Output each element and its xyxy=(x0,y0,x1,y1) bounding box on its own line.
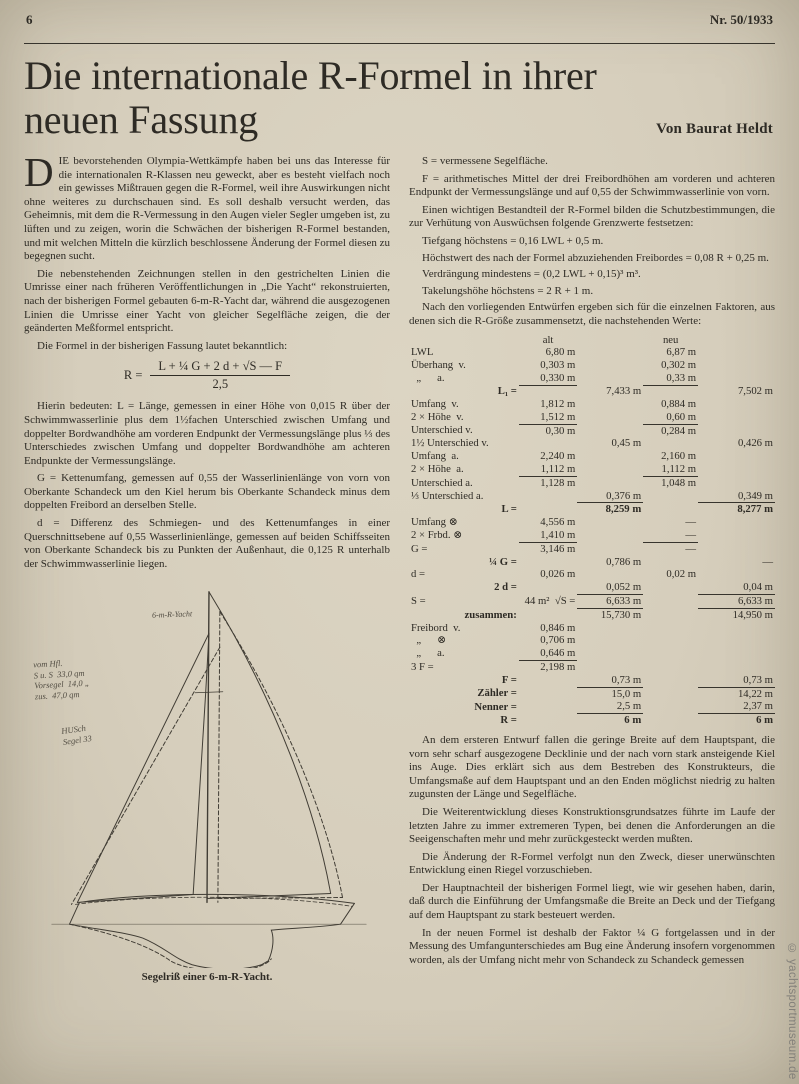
body-paragraph: An dem ersteren Entwurf fallen die geringe Breite auf dem Hauptspant, die vorn sehr scharf ausgezogene Decklinie und der nach vorn stark ansteigende Kiel ins Auge. Dies erklärt sich aus dem Bestreben des Konstrukteurs, die Umfangsmaße auf dem Hauptspant und an den Enden möglichst niedrig zu halten zugunsten der Länge und Segelfläche. xyxy=(409,733,775,801)
body-paragraph: Die Änderung der R-Formel verfolgt nun den Zweck, dieser unerwünschten Entwicklung einen Riegel vorzuschieben. xyxy=(409,850,775,877)
table-row xyxy=(409,647,775,660)
table-cell: Unterschied a. xyxy=(411,476,473,489)
table-cell: 1,112 m xyxy=(519,463,578,476)
table-cell xyxy=(698,622,775,635)
table-row xyxy=(409,334,775,347)
table-cell: Unterschied v. xyxy=(411,424,473,437)
table-cell: 0,646 m xyxy=(519,647,578,660)
body-paragraph: Die Formel in der bisherigen Fassung lautet bekanntlich: xyxy=(37,339,288,352)
jib-leech xyxy=(193,634,209,895)
table-cell: 0,052 m xyxy=(577,581,643,594)
sailplan-figure xyxy=(24,576,390,983)
table-cell xyxy=(519,700,578,713)
table-cell: 0,426 m xyxy=(737,437,773,450)
table-cell: 0,45 m xyxy=(611,437,642,450)
table-cell xyxy=(577,542,643,555)
body-paragraph: Einen wichtigen Bestandteil der R-Formel bilden die Schutzbestimmungen, die zur Verhütung von Auswüchsen folgende Grenzwerte festsetzen: xyxy=(409,203,775,230)
table-cell: 2,198 m xyxy=(540,660,576,673)
two-column-body xyxy=(24,149,775,984)
table-cell: 14,22 m xyxy=(737,687,773,700)
table-row xyxy=(409,437,775,450)
handwriting-line: S u. S 33,0 qm xyxy=(33,667,85,681)
table-cell: 1,112 m xyxy=(643,463,698,476)
table-cell: 6,80 m xyxy=(545,346,576,359)
article-title xyxy=(24,54,775,142)
table-cell: ¼ G = xyxy=(489,555,517,568)
table-cell: 0,284 m xyxy=(661,424,697,437)
table-cell xyxy=(577,568,643,581)
table-cell: 7,502 m xyxy=(737,385,773,398)
table-cell xyxy=(577,398,643,411)
table-cell: ⅓ Unterschied a. xyxy=(411,489,484,502)
table-cell: 0,706 m xyxy=(540,634,576,647)
body-paragraph: Der Hauptnachteil der bisherigen Formel liegt, wie wir gesehen haben, darin, daß durch die Einführung der Umfangsmaße die Breite an Deck und der Tiefgang auf dem Hauptspant zu stark besteuert werden. xyxy=(409,881,775,922)
table-cell xyxy=(643,503,698,516)
table-cell xyxy=(643,660,698,673)
table-row xyxy=(409,463,775,476)
table-row xyxy=(409,622,775,635)
table-cell: G = xyxy=(411,542,428,555)
table-cell: 1½ Unterschied v. xyxy=(411,437,489,450)
table-cell: 1,128 m xyxy=(540,476,576,489)
formula-numerator: L + ¼ G + 2 d + √S — F xyxy=(150,359,290,376)
body-paragraph: G = Kettenumfang, gemessen auf 0,55 der Wasserlinienlänge von vorn von Oberkante Schandeck um den Kiel herum bis Oberkante Schandeck minus dem doppelten Freibord an derselben Stelle. xyxy=(24,472,390,512)
table-cell xyxy=(577,346,643,359)
table-cell xyxy=(643,608,698,621)
body-paragraph: Nach den vorliegenden Entwürfen ergeben sich für die einzelnen Faktoren, aus denen sich die R-Größe zusammensetzt, die nachstehenden Werte: xyxy=(409,301,775,327)
table-cell: 0,026 m xyxy=(540,568,576,581)
table-row xyxy=(409,594,775,608)
handwriting-line: vom Hfl. xyxy=(32,658,63,670)
right-column xyxy=(409,155,775,983)
table-cell xyxy=(698,334,775,347)
paragraph-text: IE bevorstehenden Olympia-Wettkämpfe haben bei uns das Interesse für die internationalen R-Klassen neu geweckt, aber es besteht vielfach noch ein gewisses Mißtrauen gegen die R-Formel, weil ihre Auswirkungen nicht ohne weiteres zu durchschauen sind. Es soll deshalb versucht werden, das Geheimnis, mit dem die R-Vermessung in den Augen vieler Segler umgeben ist, zu lüften und zu zeigen, worin die Schwächen der bisherigen R-Formel bestanden, und mit welchen Mitteln die kürzlich beschlossene Änderung der Formel diesen zu begegnen sucht. xyxy=(24,155,390,263)
issue-number: Nr. 50/1933 xyxy=(709,12,773,27)
measurement-table xyxy=(409,334,775,727)
new-yacht-outline xyxy=(70,592,355,968)
table-cell: 2,160 m xyxy=(661,450,697,463)
handwriting-line: Vorsegel 14,0 „ xyxy=(34,677,90,691)
table-cell: 6,633 m xyxy=(577,594,643,608)
table-cell xyxy=(577,516,643,529)
table-cell xyxy=(519,385,578,398)
figure-caption: Segelriß einer 6-m-R-Yacht. xyxy=(141,971,273,984)
table-cell: 14,950 m xyxy=(732,608,773,621)
table-cell: 0,884 m xyxy=(661,398,697,411)
table-cell: Zähler = xyxy=(477,687,517,700)
table-cell xyxy=(698,424,775,437)
limit-line: Höchstwert des nach der Formel abzuziehenden Freibordes = 0,08 R + 0,25 m. xyxy=(422,251,769,264)
table-cell xyxy=(577,424,643,437)
table-cell xyxy=(577,334,643,347)
table-cell: 0,33 m xyxy=(643,372,698,385)
table-cell xyxy=(643,556,698,569)
table-row xyxy=(409,542,775,555)
table-cell xyxy=(698,660,775,673)
table-cell: 2 × Höhe v. xyxy=(411,411,464,424)
table-cell xyxy=(698,476,775,489)
table-cell: 2,240 m xyxy=(540,450,576,463)
table-row xyxy=(409,385,775,398)
sailplan-drawing xyxy=(24,576,390,968)
table-cell: 2,37 m xyxy=(698,700,775,713)
table-cell: 0,30 m xyxy=(545,424,576,437)
table-cell xyxy=(409,334,519,347)
table-cell xyxy=(643,622,698,635)
table-row xyxy=(409,476,775,489)
table-row xyxy=(409,398,775,411)
table-cell xyxy=(698,411,775,424)
table-cell xyxy=(519,687,578,700)
table-cell: 0,303 m xyxy=(540,359,576,372)
table-cell: Umfang a. xyxy=(411,450,459,463)
table-cell xyxy=(698,359,775,372)
limit-line: Tiefgang höchstens = 0,16 LWL + 0,5 m. xyxy=(422,234,604,247)
table-cell: 6 m xyxy=(756,714,773,727)
table-cell xyxy=(519,490,578,503)
table-cell: Umfang v. xyxy=(411,398,459,411)
table-cell: 0,04 m xyxy=(698,581,775,594)
table-cell xyxy=(698,346,775,359)
table-cell: 0,846 m xyxy=(540,621,576,634)
table-cell xyxy=(577,411,643,424)
table-cell: 8,259 m xyxy=(605,503,642,516)
title-line-2: neuen Fassung xyxy=(24,97,259,142)
body-paragraph: Die nebenstehenden Zeichnungen stellen in den gestrichelten Linien die Umrisse einer nach früheren Veröffentlichungen in „Die Yacht“ rekonstruierten, nach der bisherigen Formel gebauten 6-m-R-Yacht dar, während die ausgezogenen Linien die Umrisse einer Yacht von gleicher Segelfläche zeigen, die der geänderten Meßformel entspricht. xyxy=(24,267,390,335)
table-cell: 15,730 m xyxy=(600,608,642,621)
table-row xyxy=(409,490,775,503)
jib-foot xyxy=(77,895,193,903)
table-cell xyxy=(577,372,643,385)
table-cell xyxy=(643,687,698,700)
table-cell xyxy=(698,372,775,385)
table-cell xyxy=(698,634,775,647)
table-cell xyxy=(698,450,775,463)
table-cell: „ a. xyxy=(411,372,445,385)
table-cell xyxy=(698,463,775,476)
table-row xyxy=(409,687,775,700)
table-cell: 0,330 m xyxy=(519,372,578,385)
table-cell: 0,02 m xyxy=(666,568,697,581)
table-row xyxy=(409,581,775,594)
table-row xyxy=(409,372,775,385)
table-cell xyxy=(643,674,698,687)
body-paragraph xyxy=(24,149,390,264)
handwriting-line: HUSch xyxy=(60,723,87,737)
formula-denominator: 2,5 xyxy=(212,377,229,392)
table-cell: Nenner = xyxy=(474,700,517,713)
table-cell xyxy=(577,660,643,673)
table-cell xyxy=(698,516,775,529)
body-paragraph: d = Differenz des Schmiegen- und des Kettenumfanges in einer Querschnittsebene auf 0,55 Wasserlinienlänge, gemessen auf beiden Schiffsseiten von Oberkante Schandeck bis zu Punkten der Außenhaut, die 0,125 R unterhalb der Schwimmwasserlinie liegen. xyxy=(24,517,390,570)
table-cell: — xyxy=(762,555,773,568)
table-cell: zusammen: xyxy=(464,608,517,621)
table-cell: R = xyxy=(500,713,517,726)
table-cell: 6,633 m xyxy=(698,594,775,608)
table-row xyxy=(409,714,775,727)
table-row xyxy=(409,556,775,569)
table-cell: 8,277 m xyxy=(737,503,773,516)
table-cell: S = xyxy=(411,594,426,607)
table-cell: Freibord v. xyxy=(411,621,461,634)
table-row xyxy=(409,568,775,581)
table-cell: 2 d = xyxy=(494,581,517,594)
table-cell xyxy=(643,437,698,450)
table-cell: 2 × Frbd. ⊗ xyxy=(411,529,463,542)
formula-fraction xyxy=(150,359,290,392)
table-cell: alt xyxy=(542,333,554,346)
byline: Von Baurat Heldt xyxy=(656,121,773,137)
table-cell: 0,73 m xyxy=(698,674,775,687)
table-cell: 2 × Höhe a. xyxy=(411,463,464,476)
table-cell: 44 m² √S = xyxy=(524,594,576,607)
forestay xyxy=(77,634,209,903)
page-number: 6 xyxy=(26,12,33,27)
table-cell: 1,048 m xyxy=(661,476,697,489)
table-cell: 4,556 m xyxy=(540,516,576,529)
header-rule xyxy=(24,43,775,44)
body-paragraph: Hierin bedeuten: L = Länge, gemessen in einer Höhe von 0,015 R über der Schwimmwasserlinie plus dem 1½fachen Unterschied zwischen Umfang und doppelter Bordwandhöhe am vorderen Endpunkt der Vermessungslänge plus ⅓ des Unterschiedes zwischen Umfang und doppelter Bordwandhöhe am achteren Endpunkte der Vermessungslänge. xyxy=(24,400,390,467)
table-cell xyxy=(643,700,698,713)
table-cell: — xyxy=(685,516,697,529)
left-column xyxy=(24,149,390,984)
table-cell xyxy=(519,674,578,687)
body-paragraph: F = arithmetisches Mittel der drei Freibordhöhen am vorderen und achteren Endpunkt der Vermessungslänge und auf 0,55 der Schwimmwasserlinie von vorn. xyxy=(409,172,775,199)
table-cell: 1,512 m xyxy=(519,411,578,424)
table-cell: 0,786 m xyxy=(606,555,642,568)
old-yacht-outline xyxy=(70,609,353,968)
table-cell xyxy=(577,450,643,463)
table-cell xyxy=(577,647,643,660)
watermark: © yachtsportmuseum.de xyxy=(786,943,798,1080)
table-cell xyxy=(577,463,643,476)
body-paragraph: S = vermessene Segelfläche. xyxy=(422,155,548,167)
handwriting-line: Segel 33 xyxy=(62,732,93,747)
table-cell: 0,73 m xyxy=(577,674,643,687)
table-cell: 7,433 m xyxy=(606,385,642,398)
title-line-1: Die internationale R-Formel in ihrer xyxy=(24,53,597,98)
handwriting-annotations xyxy=(33,657,90,702)
table-row xyxy=(409,411,775,424)
table-row xyxy=(409,503,775,516)
table-cell: 0,302 m xyxy=(661,359,697,372)
table-cell: — xyxy=(685,542,697,555)
table-cell xyxy=(643,714,698,727)
table-cell xyxy=(643,581,698,594)
handwriting-mast-label: 6-m-R-Yacht xyxy=(151,609,193,621)
table-row xyxy=(409,450,775,463)
table-cell: 0,349 m xyxy=(698,490,775,503)
table-cell xyxy=(577,622,643,635)
table-row xyxy=(409,660,775,673)
table-cell: 2,5 m xyxy=(577,700,643,713)
table-cell: L = xyxy=(501,503,517,516)
table-cell xyxy=(577,359,643,372)
table-cell xyxy=(519,608,578,621)
table-cell xyxy=(698,398,775,411)
body-paragraph: In der neuen Formel ist deshalb der Faktor ¼ G fortgelassen und in der Messung des Umfangunterschiedes am Bug eine Änderung insofern vorgenommen worden, als der Umfang nicht mehr von Schandeck zu Schandeck gemessen xyxy=(409,926,775,966)
table-cell xyxy=(698,568,775,581)
table-cell: neu xyxy=(662,333,679,346)
limit-line: Takelungshöhe höchstens = 2 R + 1 m. xyxy=(422,284,594,297)
table-row xyxy=(409,529,775,542)
formula-lhs: R = xyxy=(123,368,143,383)
table-cell xyxy=(577,476,643,489)
handwriting-line: zus. 47,0 qm xyxy=(34,689,80,702)
table-cell xyxy=(643,594,698,608)
table-cell: 0,376 m xyxy=(577,490,643,503)
table-row xyxy=(409,516,775,529)
r-formula xyxy=(24,359,390,392)
table-cell: F = xyxy=(501,674,517,686)
table-cell: 0,60 m xyxy=(643,411,698,424)
table-cell: LWL xyxy=(411,346,434,359)
page-header xyxy=(24,10,775,28)
table-row xyxy=(409,359,775,372)
table-row xyxy=(409,424,775,437)
drop-cap: D xyxy=(24,149,54,195)
table-cell: „ a. xyxy=(411,647,445,660)
table-cell: 1,410 m xyxy=(519,529,578,542)
table-cell xyxy=(519,503,578,516)
table-row xyxy=(409,608,775,621)
table-cell: d = xyxy=(411,568,426,581)
table-cell: Umfang ⊗ xyxy=(411,516,458,529)
table-cell xyxy=(698,647,775,660)
table-cell: 15,0 m xyxy=(611,687,642,700)
table-cell xyxy=(643,647,698,660)
table-cell xyxy=(577,634,643,647)
table-cell: 1,812 m xyxy=(540,398,576,411)
table-cell: 6 m xyxy=(624,714,642,727)
table-row xyxy=(409,634,775,647)
table-cell: Überhang v. xyxy=(411,359,466,372)
table-cell xyxy=(698,529,775,542)
table-row xyxy=(409,346,775,359)
table-cell xyxy=(698,542,775,555)
spreader xyxy=(195,692,223,693)
table-row xyxy=(409,700,775,713)
table-cell: „ ⊗ xyxy=(411,634,447,647)
limit-line: Verdrängung mindestens = (0,2 LWL + 0,15)³ m³. xyxy=(422,268,641,281)
table-cell xyxy=(519,714,578,727)
table-cell xyxy=(643,490,698,503)
table-cell xyxy=(643,634,698,647)
mainsail-leech xyxy=(209,592,331,894)
table-cell: 3,146 m xyxy=(540,542,576,555)
table-cell xyxy=(577,529,643,542)
table-cell xyxy=(519,437,578,450)
table-cell xyxy=(643,385,698,398)
table-row xyxy=(409,674,775,687)
table-cell: — xyxy=(643,529,698,542)
table-cell xyxy=(519,556,578,569)
table-cell: 3 F = xyxy=(411,660,434,673)
table-cell: L₁ = xyxy=(497,385,517,398)
table-cell: 6,87 m xyxy=(666,346,697,359)
table-cell xyxy=(519,581,578,594)
body-paragraph: Die Weiterentwicklung dieses Konstruktionsgrundsatzes führte im Laufe der letzten Jahre zu immer extremeren Typen, bei denen die Anforderungen an die Seeigenschaften mehr und mehr zurückgesteckt werden mußten. xyxy=(409,805,775,846)
